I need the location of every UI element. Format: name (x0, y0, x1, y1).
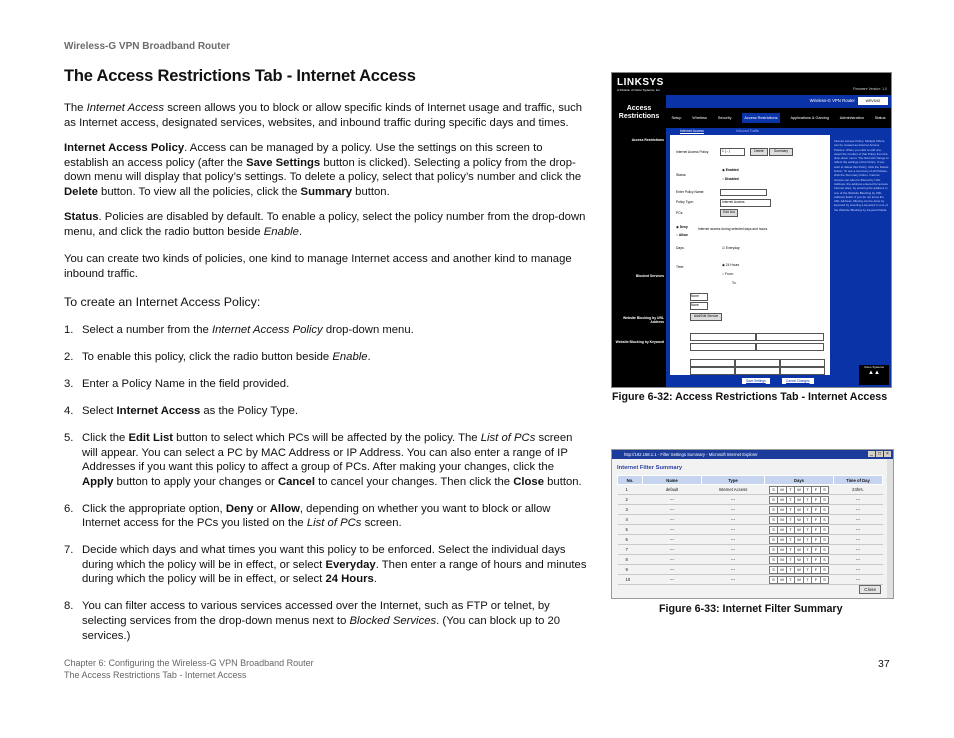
table-cell: --- (702, 515, 765, 525)
day-letter: S (821, 547, 829, 553)
table-cell: --- (834, 495, 883, 505)
time-from-radio[interactable]: ○ From: (722, 272, 734, 276)
day-letter: S (821, 487, 829, 493)
status-disabled-radio[interactable]: ○ Disabled (722, 177, 739, 181)
day-letter: W (795, 537, 804, 543)
day-letter: S (821, 567, 829, 573)
table-cell: 9 (618, 565, 643, 575)
status-enabled-radio[interactable]: ◉ Enabled (722, 168, 739, 172)
cancel-changes-button[interactable]: Cancel Changes (782, 378, 814, 384)
url-field[interactable] (690, 333, 756, 341)
day-letter: T (804, 577, 813, 583)
day-letter: T (804, 557, 813, 563)
day-boxes (769, 566, 830, 574)
day-letter: T (804, 497, 813, 503)
deny-note: Internet access during selected days and hours. (698, 227, 769, 231)
policy-name-label: Enter Policy Name: (676, 190, 705, 194)
window-controls (868, 451, 891, 457)
table-cell: 4 (618, 515, 643, 525)
day-letter: T (787, 537, 796, 543)
table-cell: --- (702, 525, 765, 535)
table-row (618, 545, 883, 555)
day-boxes (769, 496, 830, 504)
policy-type-label: Policy Type: (676, 200, 694, 204)
everyday-checkbox[interactable]: ☑ Everyday (722, 246, 740, 250)
day-boxes (769, 526, 830, 534)
table-cell: --- (834, 575, 883, 585)
day-letter: M (778, 547, 787, 553)
day-letter: T (787, 487, 796, 493)
day-letter: T (804, 537, 813, 543)
figure-caption: Figure 6-32: Access Restrictions Tab - Internet Access (612, 391, 888, 403)
table-cell: --- (702, 505, 765, 515)
label-website-blocking-keyword: Website Blocking by Keyword (615, 340, 664, 344)
day-letter: M (778, 497, 787, 503)
table-cell: 5 (618, 525, 643, 535)
keyword-field[interactable] (735, 359, 780, 367)
table-cell: --- (702, 535, 765, 545)
day-letter: S (770, 507, 779, 513)
table-cell: --- (643, 565, 702, 575)
time-to-label: To: (732, 281, 737, 285)
day-letter: S (821, 537, 829, 543)
days-cell (765, 535, 834, 545)
day-letter: T (804, 547, 813, 553)
table-cell: 6 (618, 535, 643, 545)
day-letter: F (812, 567, 821, 573)
list-item: 2. To enable this policy, click the radio button beside Enable. (64, 350, 371, 363)
day-letter: S (770, 547, 779, 553)
day-letter: S (821, 577, 829, 583)
table-cell: 2 (618, 495, 643, 505)
day-letter: F (812, 527, 821, 533)
day-letter: T (787, 557, 796, 563)
tab-setup[interactable]: Setup (671, 116, 682, 120)
table-row (618, 485, 883, 495)
table-cell: --- (643, 515, 702, 525)
linksys-logo: LINKSYS A Division of Cisco Systems, Inc. (617, 77, 664, 92)
day-letter: W (795, 517, 804, 523)
table-cell: default (643, 485, 702, 495)
day-letter: T (787, 547, 796, 553)
table-row (618, 505, 883, 515)
day-letter: S (770, 487, 779, 493)
tab-administration[interactable]: Administration (839, 116, 864, 120)
day-letter: S (770, 497, 779, 503)
url-field[interactable] (756, 343, 824, 351)
maximize-icon[interactable]: □ (877, 451, 882, 457)
day-letter: M (778, 507, 787, 513)
label-blocked-services: Blocked Services (635, 274, 664, 278)
day-letter: F (812, 497, 821, 503)
figure-caption: Figure 6-33: Internet Filter Summary (659, 603, 843, 615)
intro-paragraph: The Internet Access screen allows you to block or allow specific kinds of Internet usage and traffic, such as Internet access, designated services, websites, and inbound traffic during specific days and times. (64, 102, 583, 129)
label-access-restrictions: Access Restrictions (631, 138, 664, 142)
day-letter: F (812, 517, 821, 523)
day-letter: S (821, 497, 829, 503)
url-field[interactable] (690, 343, 756, 351)
keyword-field[interactable] (690, 359, 735, 367)
table-cell: Internet Access (702, 485, 765, 495)
day-letter: S (821, 507, 829, 513)
section-title: Access Restrictions (612, 95, 666, 135)
table-cell: --- (834, 535, 883, 545)
scrollbar[interactable] (887, 459, 893, 598)
table-cell: --- (643, 495, 702, 505)
days-cell (765, 495, 834, 505)
day-letter: W (795, 567, 804, 573)
days-cell (765, 575, 834, 585)
day-letter: T (787, 577, 796, 583)
tab-access-restrictions[interactable]: Access Restrictions (742, 113, 779, 123)
pcs-label: PCs: (676, 211, 684, 215)
footer-chapter: Chapter 6: Configuring the Wireless-G VPN Broadband Router (64, 658, 314, 668)
status-paragraph: Status. Policies are disabled by default. To enable a policy, select the policy number from the drop-down menu, and click the radio button beside Enable. (64, 211, 586, 238)
keyword-field[interactable] (780, 367, 825, 375)
table-cell: 24hrs. (834, 485, 883, 495)
day-letter: S (821, 517, 829, 523)
day-letter: W (795, 557, 804, 563)
list-item: 7. Decide which days and what times you want this policy to be enforced. Select the individual days during which the policy will be in effect, or select Everyday. Then enter a range of hours and minutes during which the policy will be in effect, or select 24 Hours. (64, 544, 587, 586)
close-button[interactable]: Close (859, 585, 881, 594)
subtab-inbound-traffic[interactable]: Inbound Traffic (736, 129, 760, 133)
day-letter: S (770, 577, 779, 583)
table-cell: --- (643, 545, 702, 555)
day-letter: T (787, 517, 796, 523)
day-letter: T (787, 507, 796, 513)
edit-list-button[interactable]: Edit List (720, 209, 738, 217)
day-letter: F (812, 507, 821, 513)
router-header (612, 73, 891, 95)
table-cell: 3 (618, 505, 643, 515)
label-website-blocking-url: Website Blocking by URL Address (622, 316, 664, 324)
allow-radio[interactable]: ○ Allow (676, 233, 688, 237)
day-letter: W (795, 497, 804, 503)
day-letter: M (778, 487, 787, 493)
cisco-logo: Cisco Systems ▲▲ (859, 365, 889, 385)
keyword-field[interactable] (735, 367, 780, 375)
day-letter: S (770, 517, 779, 523)
day-boxes (769, 486, 830, 494)
day-letter: T (787, 497, 796, 503)
router-subtabs (666, 128, 891, 135)
product-name: Wireless-G VPN Router (809, 98, 855, 103)
days-cell (765, 505, 834, 515)
table-row (618, 565, 883, 575)
policy-type-select[interactable]: Internet Access (720, 199, 771, 207)
table-cell: --- (643, 525, 702, 535)
list-item: 4. Select Internet Access as the Policy Type. (64, 404, 299, 417)
table-cell: --- (834, 525, 883, 535)
list-item: 6. Click the appropriate option, Deny or Allow, depending on whether you want to block or allow Internet access for the PCs you listed on the List of PCs screen. (64, 502, 551, 530)
policy-paragraph: Internet Access Policy. Access can be managed by a policy. Use the settings on this screen to establish an access policy (after the Save Settings button is clicked). Selecting a policy from the drop-down menu will display that policy’s settings. To delete a policy, select that policy’s number and click the Delete button. To view all the policies, click the Summary button. (64, 142, 582, 198)
days-cell (765, 525, 834, 535)
router-tabs (666, 108, 891, 128)
day-boxes (769, 576, 830, 584)
table-cell: --- (702, 495, 765, 505)
table-row (618, 535, 883, 545)
page-title: The Access Restrictions Tab - Internet Access (64, 67, 416, 85)
policy-select[interactable]: 1 ( - ) (720, 148, 745, 156)
footer-section: The Access Restrictions Tab - Internet Access (64, 670, 247, 680)
day-letter: S (770, 527, 779, 533)
summary-table (617, 475, 883, 585)
table-row (618, 525, 883, 535)
tab-applications-gaming[interactable]: Applications & Gaming (790, 116, 829, 120)
keyword-field[interactable] (690, 367, 735, 375)
add-edit-service-button[interactable]: Add/Edit Service (690, 313, 722, 321)
model-badge: WRV54G (858, 97, 888, 105)
day-letter: W (795, 507, 804, 513)
steps-heading: To create an Internet Access Policy: (64, 295, 261, 309)
list-item: 1. Select a number from the Internet Access Policy drop-down menu. (64, 324, 414, 336)
list-item: 5. Click the Edit List button to select which PCs will be affected by the policy. The List of PCs screen will appear. You can select a PC by MAC Address or IP Address. You can also enter a range of IP Addresses if you want this policy to affect a group of PCs. After making your changes, click the Apply button to apply your changes or Cancel to cancel your changes. Then click the Close button. (64, 431, 582, 488)
day-letter: W (795, 527, 804, 533)
day-letter: T (787, 527, 796, 533)
table-cell: --- (834, 505, 883, 515)
keyword-field[interactable] (780, 359, 825, 367)
day-letter: S (770, 557, 779, 563)
help-panel: Internet Access Policy: Multiple Filters can be created as Internet Access Policies. When you click to edit one, select the number of that Policy from the drop-down menu. The field will change to reflect the settings of the Policy. If you wish to delete this Policy, click the Delete button. To see a summary of all Policies, click the Summary button. Internet Access can also be filtered by URL Address, the address entered for access Internet sites, by entering the address in one of the Website Blocking by URL Address fields. If you do not know the URL Address, filtering can be done by keyword by entering a keyword in one of the Website Blocking by Keyword fields. (832, 135, 891, 367)
day-letter: W (795, 487, 804, 493)
blocked-service-select-1[interactable]: None (690, 293, 708, 301)
col-time: Time of Day (834, 476, 883, 485)
day-letter: T (804, 487, 813, 493)
tab-wireless[interactable]: Wireless (692, 116, 707, 120)
day-letter: T (804, 527, 813, 533)
day-letter: M (778, 577, 787, 583)
day-boxes (769, 546, 830, 554)
day-letter: S (821, 557, 829, 563)
router-left-panel (612, 135, 666, 387)
day-letter: F (812, 487, 821, 493)
table-row (618, 555, 883, 565)
day-boxes (769, 536, 830, 544)
days-cell (765, 555, 834, 565)
access-restrictions-screenshot (611, 72, 892, 388)
table-row (618, 575, 883, 585)
table-cell: --- (702, 575, 765, 585)
status-label: Status: (676, 173, 687, 177)
day-letter: T (787, 567, 796, 573)
day-letter: S (770, 537, 779, 543)
day-letter: F (812, 577, 821, 583)
day-letter: S (821, 527, 829, 533)
blocked-service-select-2[interactable]: None (690, 302, 708, 310)
day-boxes (769, 516, 830, 524)
summary-heading: Internet Filter Summary (617, 465, 683, 471)
table-cell: --- (643, 505, 702, 515)
day-letter: M (778, 557, 787, 563)
table-row (618, 495, 883, 505)
summary-button[interactable]: Summary (769, 148, 793, 156)
steps-list (64, 323, 588, 656)
days-cell (765, 565, 834, 575)
day-letter: M (778, 537, 787, 543)
product-bar (666, 95, 891, 108)
table-cell: --- (834, 515, 883, 525)
url-field[interactable] (756, 333, 824, 341)
24-hours-radio[interactable]: ◉ 24 Hours (722, 263, 740, 267)
table-cell: --- (834, 565, 883, 575)
day-letter: M (778, 527, 787, 533)
deny-radio[interactable]: ◉ Deny (676, 225, 688, 229)
delete-button[interactable]: Delete (750, 148, 768, 156)
col-days: Days (765, 476, 834, 485)
table-cell: --- (643, 555, 702, 565)
router-button-bar (666, 375, 891, 387)
close-icon[interactable]: × (884, 451, 891, 457)
day-letter: T (804, 507, 813, 513)
footer (64, 657, 314, 681)
col-type: Type (702, 476, 765, 485)
list-item: 8. You can filter access to various services accessed over the Internet, such as FTP or telnet, by selecting services from the drop-down menus next to Blocked Services. (You can block up to 20 services.) (64, 600, 561, 642)
days-label: Days: (676, 246, 685, 250)
day-letter: S (770, 567, 779, 573)
day-letter: W (795, 547, 804, 553)
day-letter: T (804, 517, 813, 523)
day-letter: W (795, 577, 804, 583)
table-cell: 1 (618, 485, 643, 495)
table-cell: --- (834, 545, 883, 555)
day-letter: F (812, 547, 821, 553)
days-cell (765, 515, 834, 525)
day-letter: F (812, 557, 821, 563)
time-label: Time: (676, 265, 685, 269)
minimize-icon[interactable]: _ (868, 451, 875, 457)
table-cell: --- (643, 535, 702, 545)
table-cell: --- (702, 555, 765, 565)
day-letter: M (778, 517, 787, 523)
tab-status[interactable]: Status (874, 116, 886, 120)
page-number: 37 (878, 658, 890, 670)
day-boxes (769, 556, 830, 564)
col-name: Name (643, 476, 702, 485)
tab-security[interactable]: Security (717, 116, 732, 120)
router-form (670, 135, 830, 375)
policy-name-field[interactable] (720, 189, 767, 196)
col-no: No. (618, 476, 643, 485)
subtab-internet-access[interactable]: Internet Access (680, 129, 704, 133)
policy-label: Internet Access Policy: (676, 150, 710, 154)
running-header: Wireless-G VPN Broadband Router (64, 41, 231, 52)
table-cell: --- (702, 545, 765, 555)
day-letter: F (812, 537, 821, 543)
firmware-version: Firmware Version: 1.0 (852, 87, 887, 91)
table-cell: 10 (618, 575, 643, 585)
days-cell (765, 545, 834, 555)
day-boxes (769, 506, 830, 514)
table-cell: --- (702, 565, 765, 575)
kinds-paragraph: You can create two kinds of policies, one kind to manage Internet access and another kind to manage inbound traffic. (64, 253, 572, 280)
window-titlebar: http://192.168.1.1 - Filter Settings Summary - Microsoft Internet Explorer (612, 450, 893, 459)
table-cell: 7 (618, 545, 643, 555)
table-row (618, 515, 883, 525)
day-letter: M (778, 567, 787, 573)
days-cell (765, 485, 834, 495)
filter-summary-screenshot (611, 449, 894, 599)
list-item: 3. Enter a Policy Name in the field provided. (64, 377, 290, 390)
save-settings-button[interactable]: Save Settings (742, 378, 770, 384)
table-cell: --- (834, 555, 883, 565)
table-cell: --- (643, 575, 702, 585)
table-cell: 8 (618, 555, 643, 565)
day-letter: T (804, 567, 813, 573)
